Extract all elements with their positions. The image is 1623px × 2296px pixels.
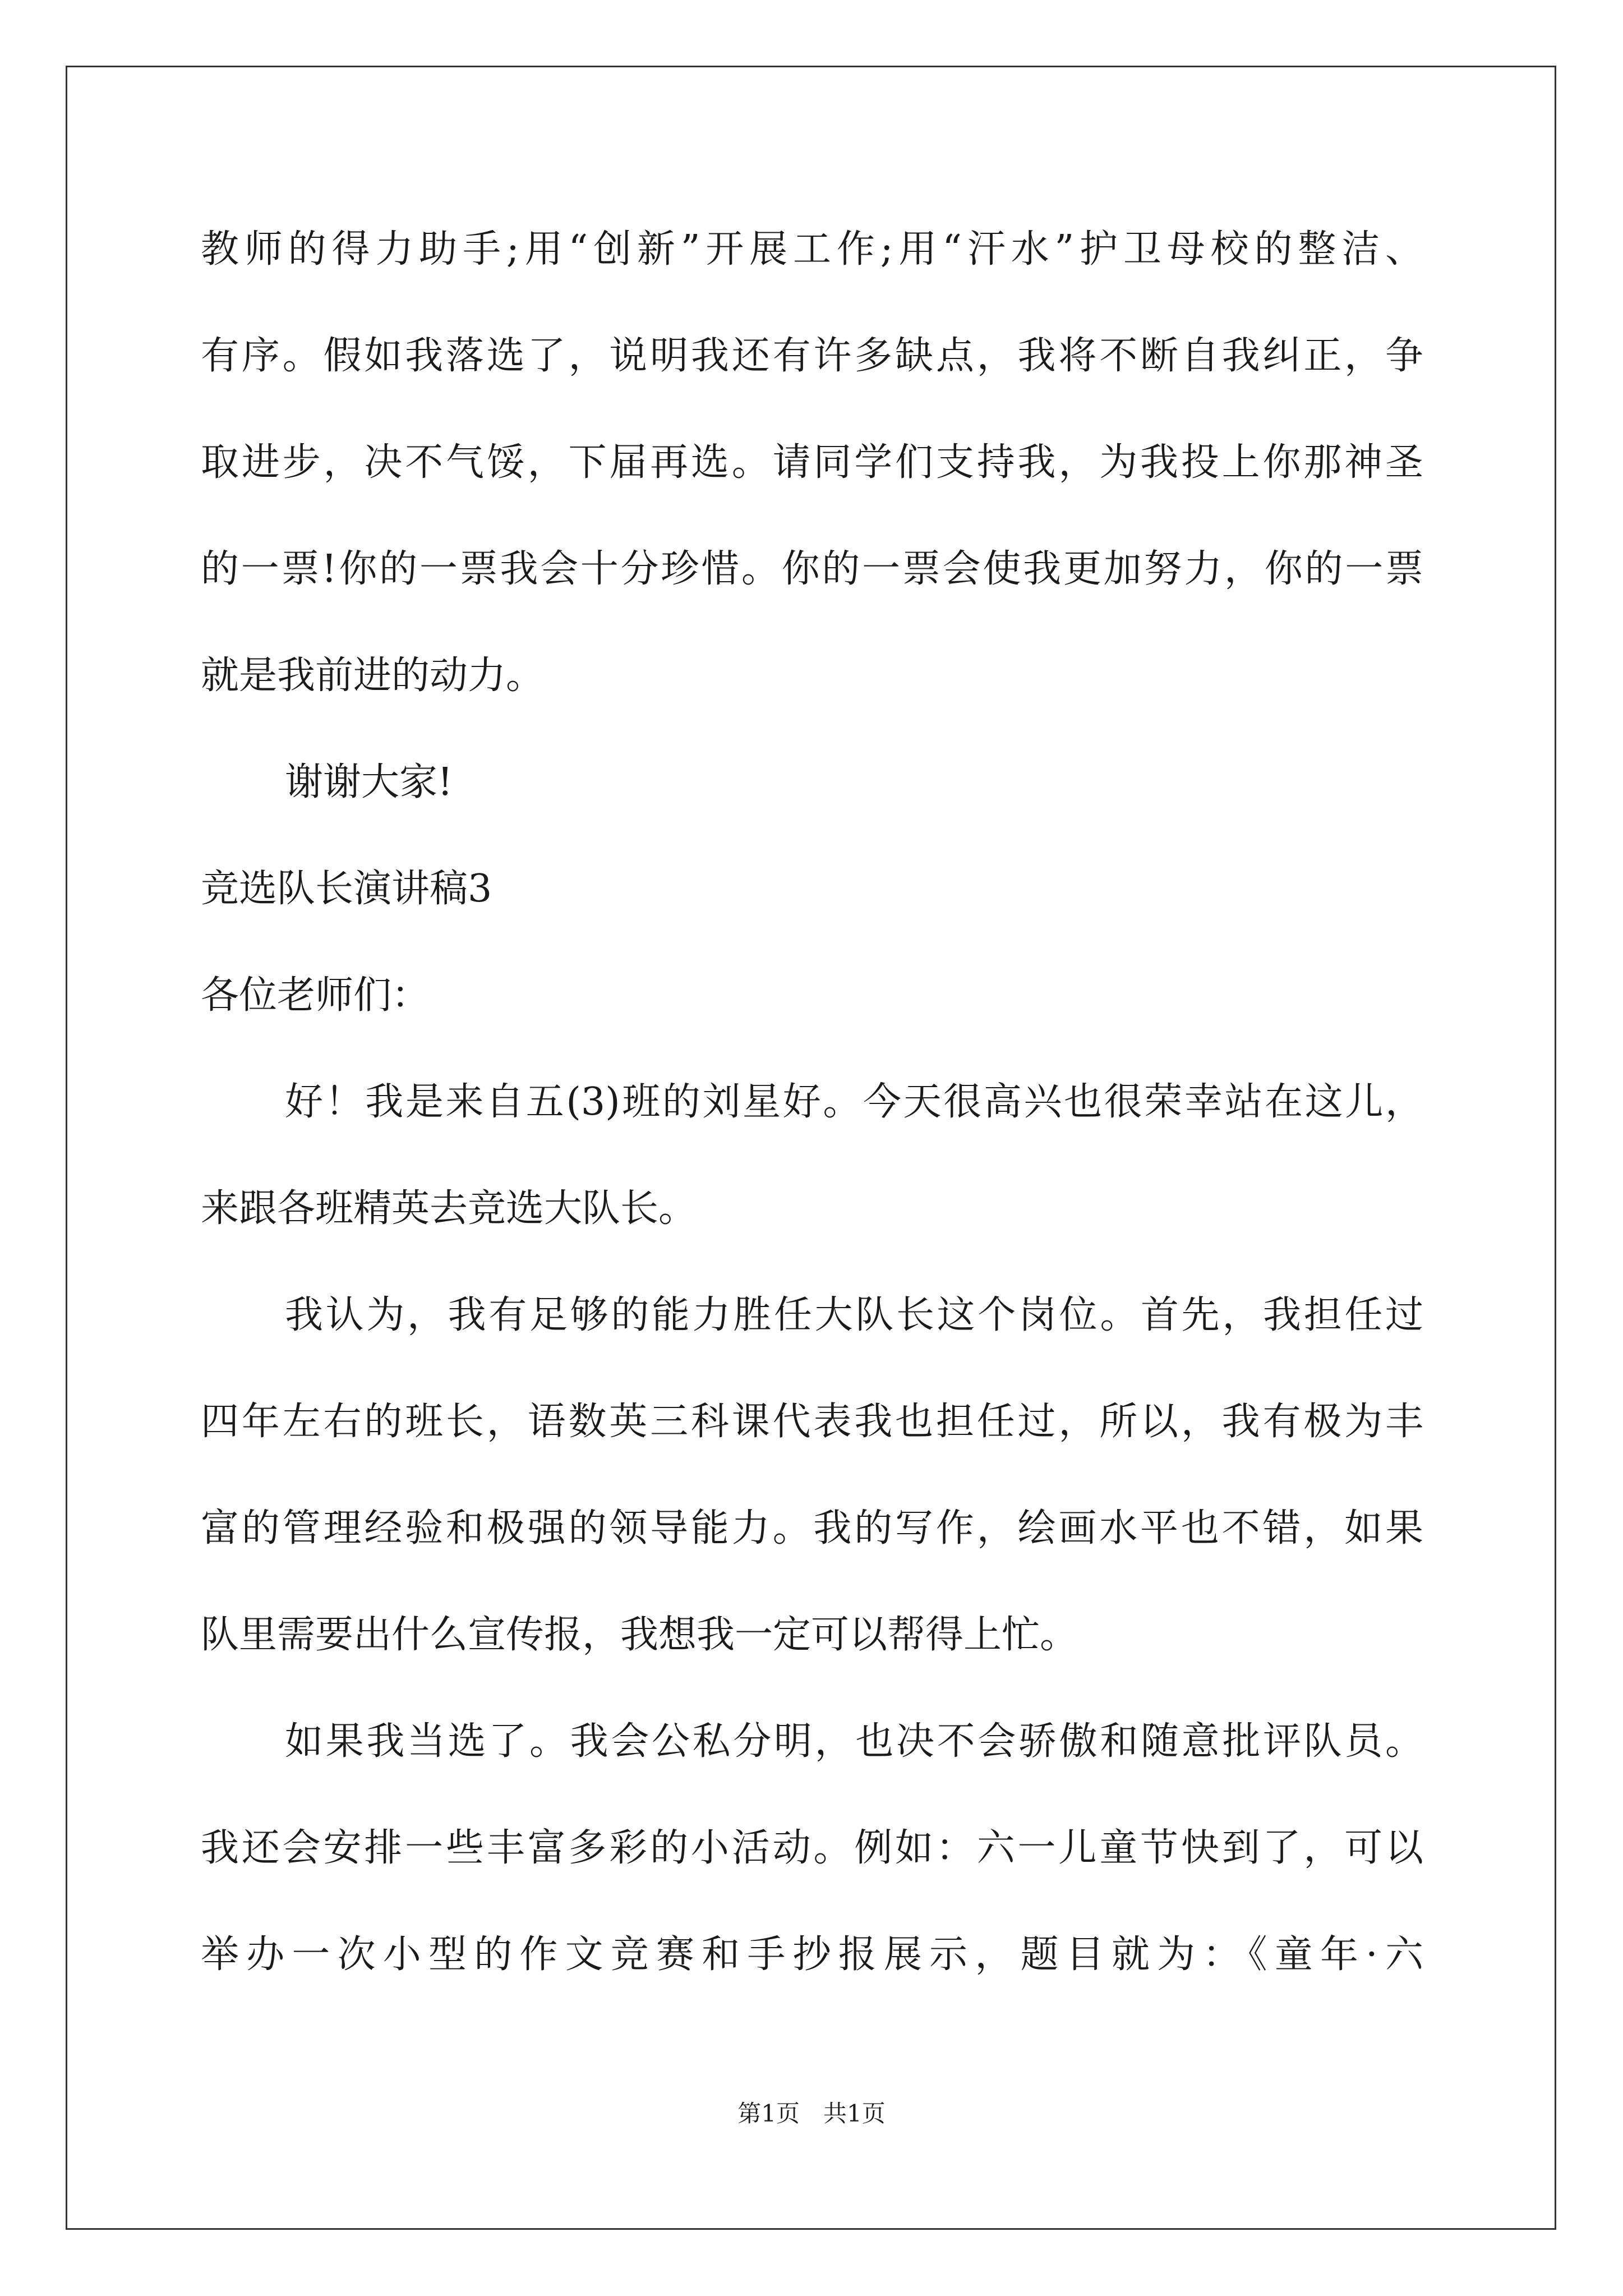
page-border <box>66 66 1556 2230</box>
page-number-footer: 第1页 共1页 <box>737 2100 886 2127</box>
closing-thanks: 谢谢大家! <box>285 760 453 804</box>
text-line-11: 我认为，我有足够的能力胜任大队长这个岗位。首先，我担任过 <box>285 1293 1423 1337</box>
text-line-14: 队里需要出什么宣传报，我想我一定可以帮得上忙。 <box>201 1613 1078 1657</box>
text-line-9: 好！我是来自五(3)班的刘星好。今天很高兴也很荣幸站在这儿， <box>285 1080 1423 1124</box>
salutation: 各位老师们： <box>201 973 430 1018</box>
text-line-5: 就是我前进的动力。 <box>201 654 545 698</box>
section-title: 竞选队长演讲稿3 <box>201 867 492 911</box>
text-line-10: 来跟各班精英去竞选大队长。 <box>201 1186 697 1231</box>
text-line-15: 如果我当选了。我会公私分明，也决不会骄傲和随意批评队员。 <box>285 1719 1423 1764</box>
text-line-4: 的一票!你的一票我会十分珍惜。你的一票会使我更加努力，你的一票 <box>201 547 1423 591</box>
text-line-16: 我还会安排一些丰富多彩的小活动。例如：六一儿童节快到了，可以 <box>201 1826 1423 1870</box>
text-line-2: 有序。假如我落选了，说明我还有许多缺点，我将不断自我纠正，争 <box>201 334 1423 378</box>
text-line-1: 教师的得力助手;用“创新”开展工作;用“汗水”护卫母校的整洁、 <box>201 227 1423 272</box>
text-line-12: 四年左右的班长，语数英三科课代表我也担任过，所以，我有极为丰 <box>201 1400 1423 1444</box>
text-line-13: 富的管理经验和极强的领导能力。我的写作，绘画水平也不错，如果 <box>201 1506 1423 1550</box>
text-line-3: 取进步，决不气馁，下届再选。请同学们支持我，为我投上你那神圣 <box>201 440 1423 485</box>
text-line-17: 举办一次小型的作文竞赛和手抄报展示，题目就为：《童年·六 <box>201 1932 1423 1977</box>
